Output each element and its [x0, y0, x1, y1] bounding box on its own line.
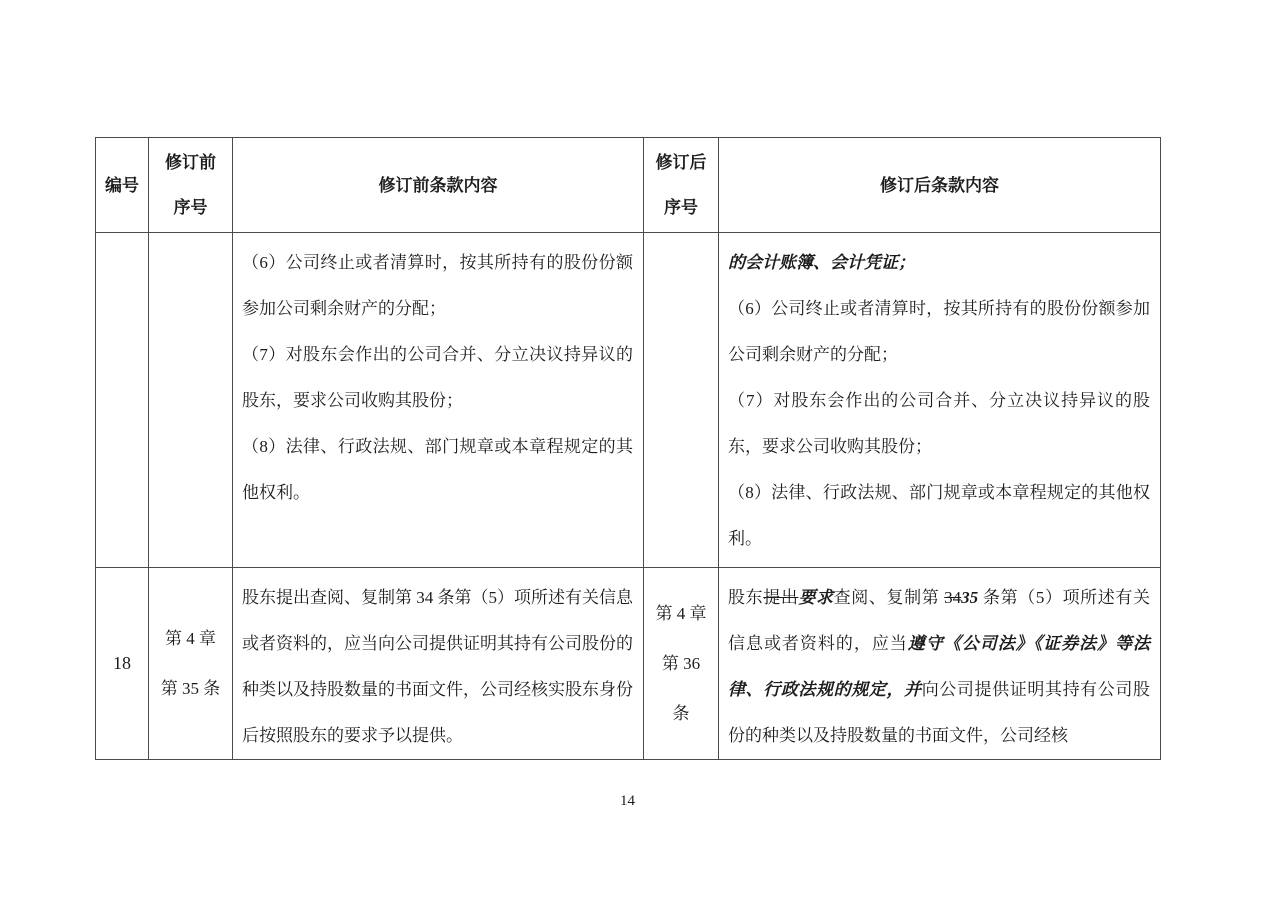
number-line: 第 4 章	[655, 603, 707, 623]
header-before-content-label: 修订前条款内容	[378, 175, 498, 195]
paragraph	[242, 240, 633, 332]
header-before-no-line2: 序号	[173, 198, 208, 217]
cell-after-content	[719, 568, 1161, 760]
header-id-label: 编号	[105, 175, 139, 195]
body-text: 向公司提供证明其持有公司股份的种类以及持股数量的书面文件，公司经核	[728, 680, 1151, 745]
table-row	[96, 568, 1161, 760]
number-line: 第 4 章	[165, 628, 216, 648]
header-after-no-line1: 修订后	[655, 153, 707, 172]
paragraph	[728, 286, 1150, 378]
paragraph	[728, 378, 1150, 470]
paragraph	[728, 240, 1150, 286]
inserted-text: 的会计账簿、会计凭证；	[728, 253, 915, 272]
cell-before-number	[149, 568, 233, 760]
number-line: 第 36	[661, 653, 701, 673]
cell-before-content	[233, 233, 644, 568]
body-text: （6）公司终止或者清算时，按其所持有的股份份额参加公司剩余财产的分配；	[728, 299, 1150, 364]
cell-before-content	[233, 568, 644, 760]
cell-after-number	[644, 568, 719, 760]
header-after-content	[719, 138, 1161, 233]
paragraph	[728, 470, 1150, 562]
cell-row-id: 18	[96, 568, 149, 760]
header-before-no-line1: 修订前	[165, 153, 216, 172]
revision-table	[95, 137, 1161, 760]
deleted-text: 34	[944, 588, 962, 607]
deleted-text: 提出	[763, 588, 799, 607]
inserted-text: 35	[961, 588, 979, 607]
header-before-content	[233, 138, 644, 233]
body-text: 股东提出查阅、复制第 34 条第（5）项所述有关信息或者资料的，应当向公司提供证明其持有公司股份的种类以及持股数量的书面文件，公司经核实股东身份后按照股东的要求予以提供。	[242, 588, 633, 745]
number-line: 第 35 条	[160, 678, 221, 698]
paragraph	[242, 424, 633, 516]
body-text: （6）公司终止或者清算时，按其所持有的股份份额参加公司剩余财产的分配；	[242, 253, 633, 318]
cell-after-number	[644, 233, 719, 568]
header-after-no	[644, 138, 719, 233]
body-text: 股东	[728, 588, 764, 607]
table-header-row	[96, 138, 1161, 233]
paragraph	[728, 575, 1150, 759]
cell-after-content	[719, 233, 1161, 568]
page-number: 14	[620, 793, 635, 809]
header-after-no-line2: 序号	[664, 198, 698, 217]
body-text: （8）法律、行政法规、部门规章或本章程规定的其他权利。	[242, 437, 633, 502]
number-line: 条	[672, 703, 690, 723]
paragraph	[242, 575, 633, 759]
header-id	[96, 138, 149, 233]
header-after-content-label: 修订后条款内容	[880, 175, 999, 195]
table-row	[96, 233, 1161, 568]
cell-row-id	[96, 233, 149, 568]
paragraph	[242, 332, 633, 424]
inserted-text: 遵守《公司法》《证券法》等法律、行政法规的规定，并	[728, 634, 1151, 699]
header-before-no	[149, 138, 233, 233]
body-text: （8）法律、行政法规、部门规章或本章程规定的其他权利。	[728, 483, 1150, 548]
body-text: （7）对股东会作出的公司合并、分立决议持异议的股东，要求公司收购其股份；	[728, 391, 1150, 456]
cell-before-number	[149, 233, 233, 568]
body-text: 查阅、复制第	[833, 588, 945, 607]
body-text: 条第（5）项所述有关信息或者资料的，应当	[728, 588, 1151, 653]
inserted-text: 要求	[798, 588, 834, 607]
body-text: （7）对股东会作出的公司合并、分立决议持异议的股东，要求公司收购其股份；	[242, 345, 633, 410]
